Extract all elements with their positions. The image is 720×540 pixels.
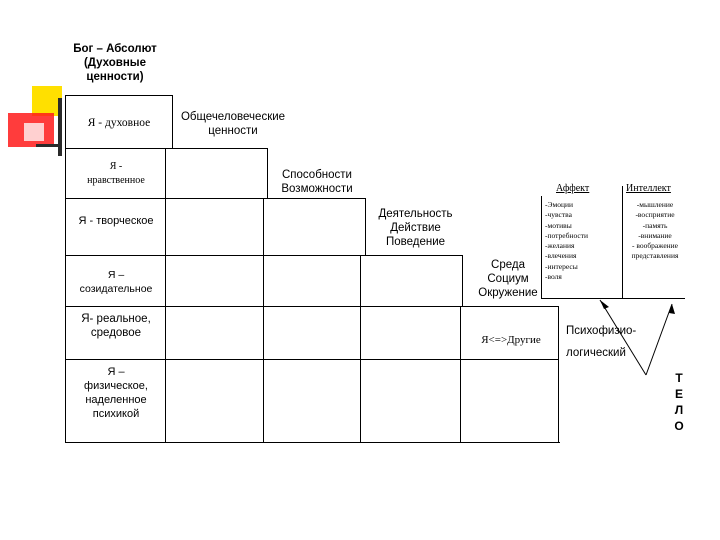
universal-values-label: Общечеловеческие ценности [180, 111, 286, 137]
level-constructive: Я – созидательное [79, 269, 153, 295]
intellect-item: -память [642, 220, 668, 230]
intellect-title: Интеллект [626, 183, 671, 194]
level-spiritual: Я - духовное [87, 117, 151, 129]
level-physical: Я – физическое, наделенное психикой [84, 366, 148, 420]
affect-item: -мотивы [545, 220, 572, 230]
arrow-head-1 [600, 300, 609, 309]
psychophysio-label: Психофизио- логический [566, 325, 637, 359]
intellect-item: -внимание [638, 230, 672, 240]
intellect-item: представления [631, 251, 679, 261]
level-creative: Я - творческое [78, 215, 154, 227]
abilities-label: Способности Возможности [281, 169, 353, 195]
level-moral: Я - нравственное [87, 161, 145, 186]
affect-item: -желания [545, 241, 575, 251]
affect-item: -потребности [545, 230, 588, 240]
affect-title: Аффект [556, 183, 590, 194]
self-others-label: Я<=>Другие [481, 334, 541, 346]
top-label: Бог – Абсолют (Духовные ценности) [73, 43, 157, 83]
activity-label: Деятельность Действие Поведение [378, 208, 453, 248]
intellect-item: -восприятие [635, 210, 675, 220]
level-real: Я- реальное, средовое [81, 313, 151, 339]
intellect-item: -мышление [636, 200, 674, 209]
affect-item: -влечения [545, 251, 577, 261]
environment-label: Среда Социум Окружение [478, 259, 538, 299]
affect-item: -воля [545, 272, 562, 282]
affect-item: -интересы [545, 261, 578, 271]
body-label: Т Е Л О [674, 371, 684, 433]
intellect-list [623, 200, 687, 262]
affect-list [545, 200, 588, 282]
affect-item: -Эмоции [545, 200, 573, 209]
intellect-item: - воображение [631, 241, 679, 251]
affect-item: -чувства [545, 210, 572, 220]
